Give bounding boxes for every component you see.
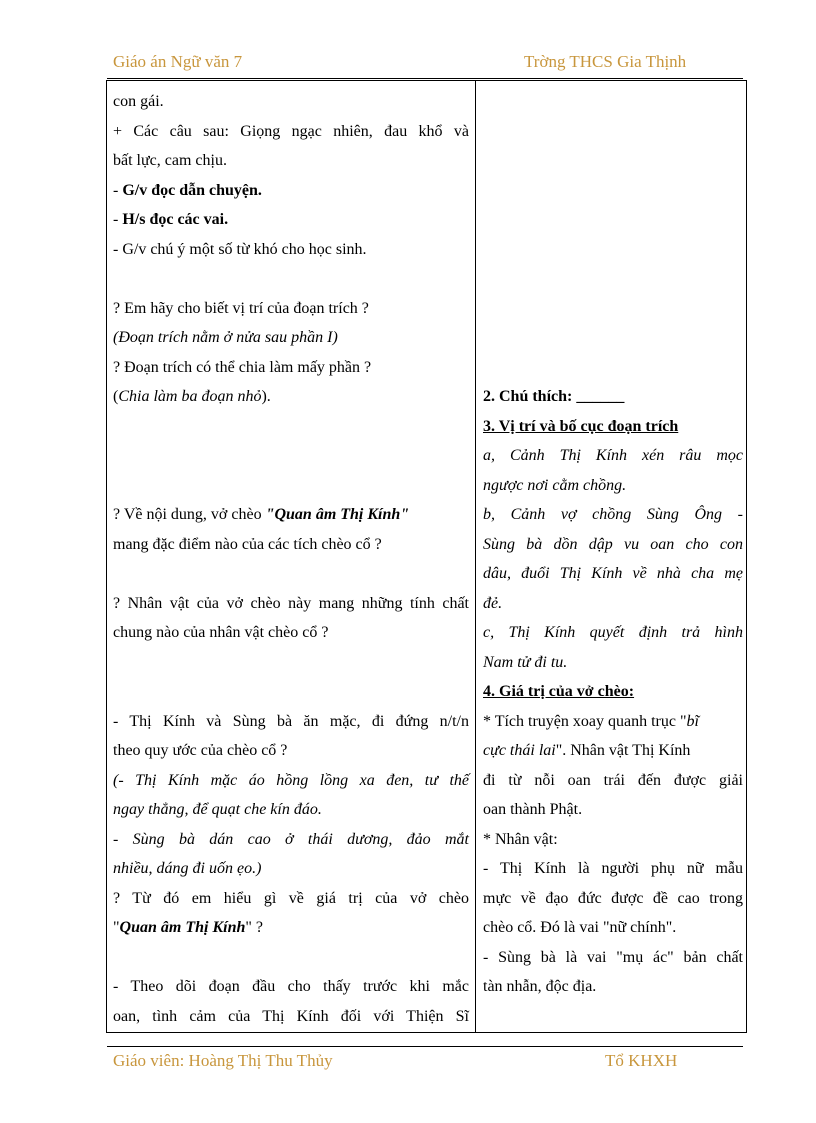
section-heading: 4. Giá trị của vở chèo: [483, 683, 635, 700]
text-line: dâu, đuổi Thị Kính về nhà cha mẹ [483, 565, 743, 582]
instruction-bold: H/s đọc các vai. [122, 211, 229, 228]
text-line: - Sùng bà là vai "mụ ác" bản chất [483, 948, 743, 966]
page-header [107, 48, 743, 79]
lesson-table [106, 80, 747, 1033]
text-line [483, 736, 743, 766]
question-line: mang đặc điểm nào của các tích chèo cổ ? [113, 535, 382, 553]
answer-line: nhiều, dáng đi uốn ẹo.) [113, 860, 262, 877]
text-line [113, 205, 469, 235]
paren: ( [113, 388, 119, 405]
answer-line [113, 382, 469, 412]
question-line: ? Nhân vật của vở chèo này mang những tính chất [113, 594, 469, 612]
header-title: Giáo án Ngữ văn 7 [113, 52, 243, 71]
text-line: ngược nơi cằm chồng. [483, 476, 627, 494]
footer-teacher: Giáo viên: Hoàng Thị Thu Thủy [113, 1051, 333, 1070]
text-line: đẻ. [483, 594, 503, 612]
answer-line: (- Thị Kính mặc áo hồng lồng xa đen, tư thế [113, 771, 469, 789]
footer-department: Tổ KHXH [605, 1051, 678, 1070]
question-line: - Thị Kính và Sùng bà ăn mặc, đi đứng n/t/n [113, 712, 469, 730]
instruction-bold: G/v đọc dẫn chuyện. [122, 181, 262, 199]
text-line: - G/v chú ý một số từ khó cho học sinh. [113, 240, 367, 258]
dash: - [113, 181, 123, 199]
text-line: * Nhân vật: [483, 830, 558, 848]
text-line: đi từ nỗi oan trái đến được giải [483, 771, 743, 789]
question-line: ? Em hãy cho biết vị trí của đoạn trích ? [113, 299, 369, 317]
text-line: mực về đạo đức được đề cao trong [483, 889, 743, 907]
answer-line: - Sùng bà dán cao ở thái dương, đảo mắt [113, 830, 469, 848]
text-line [113, 176, 469, 206]
text-italic: cực thái lai [483, 742, 556, 759]
text-line: Nam tử đi tu. [483, 653, 568, 671]
quote-mark: " [113, 919, 120, 936]
text-line [483, 707, 743, 737]
text-line: a, Cảnh Thị Kính xén râu mọc [483, 447, 743, 464]
question-line [113, 913, 469, 943]
text-line: b, Cảnh vợ chồng Sùng Ông - [483, 506, 743, 523]
text-line: + Các câu sau: Giọng ngạc nhiên, đau khổ và [113, 122, 469, 140]
quote-mark: " ? [245, 919, 263, 936]
text-italic: bĩ [686, 712, 699, 730]
text-line: bất lực, cam chịu. [113, 152, 227, 169]
question-line: ? Đoạn trích có thể chia làm mấy phần ? [113, 358, 372, 376]
right-column [483, 87, 743, 1002]
text-line: tàn nhẫn, độc địa. [483, 978, 597, 995]
header-school: Trờng THCS Gia Thịnh [524, 52, 687, 71]
text-line: chèo cổ. Đó là vai "nữ chính". [483, 919, 677, 936]
answer-italic: Chia làm ba đoạn nhỏ [118, 388, 262, 405]
play-title: Quan âm Thị Kính [119, 919, 246, 936]
text-line: oan thành Phật. [483, 801, 583, 818]
play-title: "Quan âm Thị Kính" [265, 506, 410, 523]
text-line: con gái. [113, 93, 164, 110]
question-text: ? Về nội dung, vở chèo [113, 506, 266, 523]
text-line: Sùng bà dồn dập vu oan cho con [483, 535, 743, 553]
text-line: c, Thị Kính quyết định trả hình [483, 624, 743, 641]
question-line: theo quy ước của chèo cổ ? [113, 742, 288, 759]
answer-line: (Đoạn trích nằm ở nửa sau phần I) [113, 329, 338, 346]
question-line: chung nào của nhân vật chèo cổ ? [113, 624, 329, 641]
column-divider [475, 81, 476, 1032]
text-segment: ". Nhân vật Thị Kính [555, 742, 691, 759]
text-segment: * Tích truyện xoay quanh trục " [483, 712, 687, 730]
section-heading: 2. Chú thích: ______ [483, 388, 625, 405]
answer-line: ngay thẳng, để quạt che kín đáo. [113, 801, 322, 818]
dash: - [113, 211, 123, 228]
text-line: - Thị Kính là người phụ nữ mẫu [483, 860, 743, 877]
question-line [113, 500, 469, 530]
question-line: oan, tình cảm của Thị Kính đối với Thiện Sĩ [113, 1007, 469, 1025]
section-heading: 3. Vị trí và bố cục đoạn trích [483, 417, 679, 435]
question-line: ? Từ đó em hiểu gì về giá trị của vở chèo [113, 889, 469, 907]
question-line: - Theo dõi đoạn đầu cho thấy trước khi mắc [113, 978, 469, 995]
paren: ). [261, 388, 271, 405]
page-footer [107, 1046, 743, 1077]
left-column [113, 87, 469, 1031]
